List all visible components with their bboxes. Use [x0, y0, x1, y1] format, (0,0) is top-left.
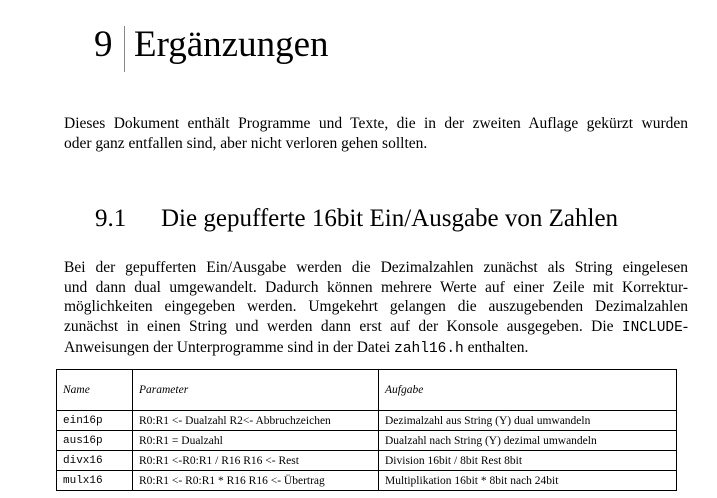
body-line [64, 338, 688, 360]
inline-code: INCLUDE [621, 319, 683, 336]
cell-name: divx16 [57, 451, 133, 471]
chapter-title: Ergänzungen [134, 24, 329, 65]
cell-name: aus16p [57, 431, 133, 451]
cell-parameter: R0:R1 = Dualzahl [133, 431, 379, 451]
intro-paragraph [64, 114, 688, 153]
subroutine-table [56, 369, 677, 491]
body-line: und dann dual umgewandelt. Dadurch können mehrere Werte auf einer Zeile mit Korrektur- [64, 278, 688, 296]
body-line: möglichkeiten eingegeben werden. Umgekehrt gelangen die auszugebenden Dezimalzahlen [64, 298, 688, 316]
body-text: Anweisungen der Unterprogramme sind in der Datei [64, 339, 395, 357]
cell-aufgabe: Dualzahl nach String (Y) dezimal umwandeln [379, 431, 677, 451]
intro-line: Dieses Dokument enthält Programme und Texte, die in der zweiten Auflage gekürzt wurden [64, 115, 688, 132]
section-title: Die gepufferte 16bit Ein/Ausgabe von Zahlen [161, 205, 619, 232]
cell-parameter: R0:R1 <- R0:R1 * R16 R16 <- Übertrag [133, 471, 379, 491]
table-row [57, 431, 677, 451]
cell-name: mulx16 [57, 471, 133, 491]
table-row [57, 471, 677, 491]
body-paragraph [64, 258, 688, 360]
intro-line: oder ganz entfallen sind, aber nicht verloren gehen sollten. [64, 134, 428, 152]
cell-parameter: R0:R1 <-R0:R1 / R16 R16 <- Rest [133, 451, 379, 471]
body-line: Bei der gepufferten Ein/Ausgabe werden die Dezimalzahlen zunächst als String eingelesen [64, 259, 688, 276]
table-row [57, 451, 677, 471]
column-header-aufgabe: Aufgabe [379, 370, 677, 411]
section-number: 9.1 [95, 205, 127, 232]
chapter-number: 9 [94, 24, 113, 65]
column-header-parameter: Parameter [133, 370, 379, 411]
body-text: enthalten. [463, 339, 529, 357]
cell-aufgabe: Multiplikation 16bit * 8bit nach 24bit [379, 471, 677, 491]
body-text: - [682, 317, 688, 335]
cell-aufgabe: Division 16bit / 8bit Rest 8bit [379, 451, 677, 471]
inline-code: zahl16.h [394, 341, 464, 358]
cell-parameter: R0:R1 <- Dualzahl R2<- Abbruchzeichen [133, 411, 379, 431]
body-text: zunächst in einen String und werden dann erst auf der Konsole ausgegeben. Die [64, 317, 622, 335]
body-line [64, 317, 688, 339]
column-header-name: Name [57, 370, 133, 411]
table-header-row [57, 370, 677, 411]
chapter-divider [124, 26, 125, 72]
table-row [57, 411, 677, 431]
cell-aufgabe: Dezimalzahl aus String (Y) dual umwandeln [379, 411, 677, 431]
cell-name: ein16p [57, 411, 133, 431]
